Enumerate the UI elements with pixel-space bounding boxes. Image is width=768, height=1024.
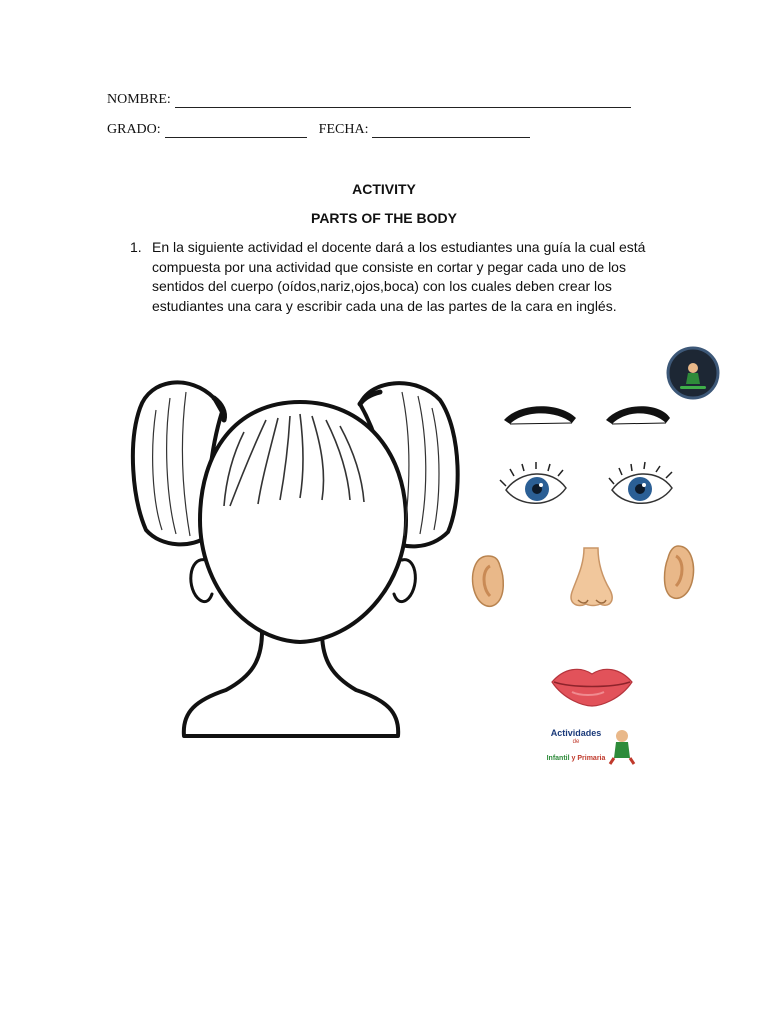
nombre-label: NOMBRE: <box>107 92 171 107</box>
left-eye <box>500 462 566 503</box>
activity-title: ACTIVITY <box>352 181 416 197</box>
fecha-label: FECHA: <box>318 122 369 137</box>
neck-shoulders <box>184 632 398 736</box>
watermark-primaria: Primaria <box>577 755 606 762</box>
left-ear-cutout <box>473 556 504 606</box>
eyes <box>500 462 672 503</box>
school-badge-logo <box>666 346 720 400</box>
instruction-text: En la siguiente actividad el docente dará a los estudiantes una guía la cual está compuesta por una actividad que consiste en cortar y pegar cada uno de los sentidos del cuerpo (oídos,nariz,ojos,boca) con los cuales deben crear los estudiantes una cara y escribir cada una de las partes de la cara en inglés. <box>152 239 646 314</box>
watermark-line-3 <box>536 752 616 766</box>
head-outline-drawing <box>133 382 458 736</box>
lips <box>552 669 632 706</box>
watermark-infantil: Infantil <box>546 755 570 762</box>
watermark-line-1: Actividades <box>550 728 602 738</box>
activity-subtitle: PARTS OF THE BODY <box>311 210 457 226</box>
watermark-line-2: de <box>572 739 580 745</box>
right-eyebrow <box>606 406 670 424</box>
right-eye <box>609 462 672 503</box>
watermark <box>536 728 616 766</box>
instruction-number: 1. <box>130 239 142 255</box>
nose <box>571 548 612 606</box>
eyebrows <box>504 406 670 424</box>
right-ear-cutout <box>665 546 694 598</box>
grado-label: GRADO: <box>107 122 161 137</box>
watermark-y: y <box>571 755 576 762</box>
left-eyebrow <box>504 406 576 424</box>
